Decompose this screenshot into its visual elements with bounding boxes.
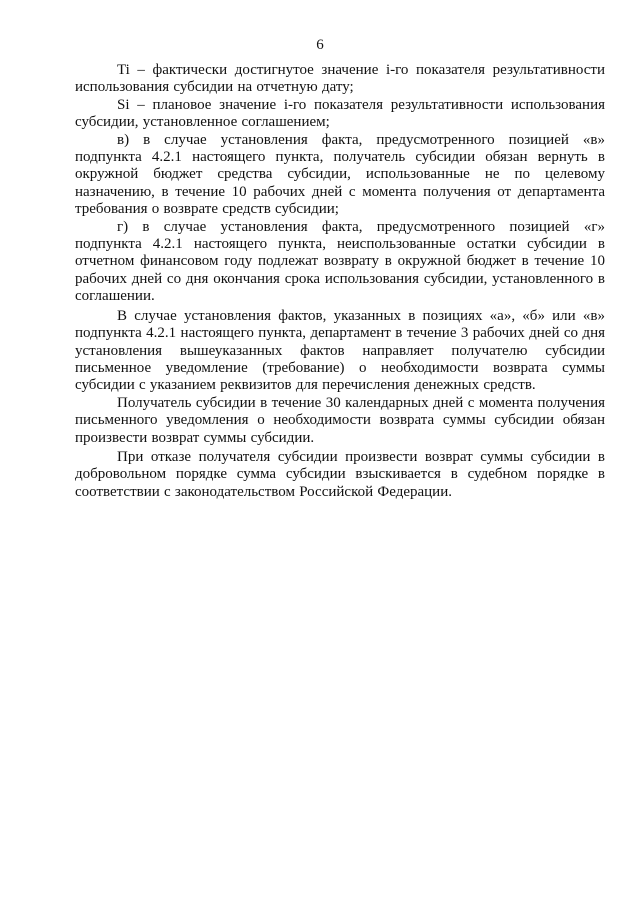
- page-number: 6: [316, 37, 324, 53]
- paragraph-si-definition: Si – плановое значение i-го показателя результативности использования субсидии, установленное соглашением;: [75, 96, 605, 131]
- paragraph-item-v: в) в случае установления факта, предусмотренного позицией «в» подпункта 4.2.1 настоящего пункта, получатель субсидии обязан вернуть в окружной бюджет средства субсидии, использованные не по целевому назначению, в течение 10 рабочих дней с момента получения от департамента требования о возврате средств субсидии;: [75, 131, 605, 218]
- paragraph-item-g: г) в случае установления факта, предусмотренного позицией «г» подпункта 4.2.1 настоящего пункта, неиспользованные остатки субсидии в отчетном финансовом году подлежат возврату в окружной бюджет в течение 10 рабочих дней со дня окончания срока использования субсидии, установленного в соглашении.: [75, 218, 605, 305]
- paragraph-ti-definition: Ti – фактически достигнутое значение i-го показателя результативности использования субсидии на отчетную дату;: [75, 62, 605, 96]
- document-body: [75, 62, 605, 501]
- paragraph-court-recovery: При отказе получателя субсидии произвести возврат суммы субсидии в добровольном порядке сумма субсидии взыскивается в судебном порядке в соответствии с законодательством Российской Федерации.: [75, 448, 605, 500]
- paragraph-facts-notice: В случае установления фактов, указанных в позициях «а», «б» или «в» подпункта 4.2.1 настоящего пункта, департамент в течение 3 рабочих дней со дня установления вышеуказанных фактов направляет получателю субсидии письменное уведомление (требование) о необходимости возврата суммы субсидии с указанием реквизитов для перечисления денежных средств.: [75, 307, 605, 394]
- paragraph-return-deadline: Получатель субсидии в течение 30 календарных дней с момента получения письменного уведомления о необходимости возврата суммы субсидии обязан произвести возврат суммы субсидии.: [75, 394, 605, 446]
